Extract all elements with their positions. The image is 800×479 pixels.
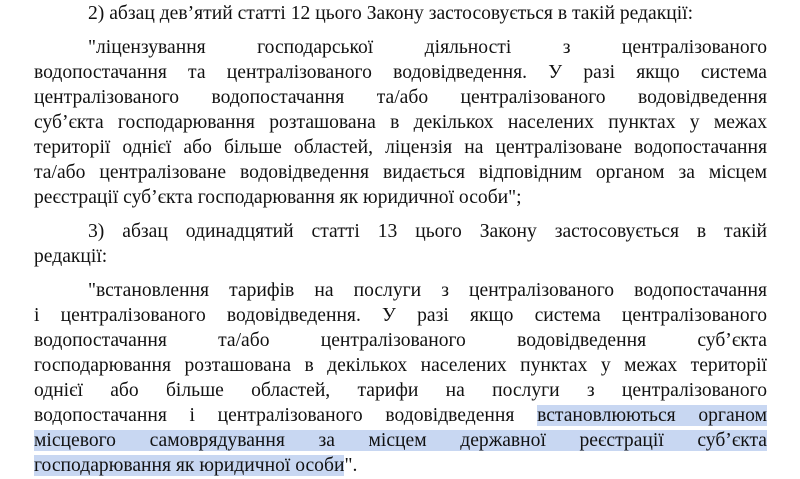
licensing-quote-line-2 xyxy=(34,60,767,86)
text-span: 2) абзац дев’ятий статті 12 цього Закону застосовується в такій редакції: xyxy=(88,3,694,24)
selected-text-highlight[interactable]: господарювання як юридичної особи xyxy=(34,455,345,476)
text-span: господарювання розташована в декількох населених пунктах у межах території xyxy=(34,355,767,376)
text-span: водопостачання і централізованого водовідведення xyxy=(34,405,538,426)
licensing-quote-line-3 xyxy=(34,85,767,111)
tariffs-quote-line-8 xyxy=(34,453,767,479)
tariffs-quote-line-1 xyxy=(88,278,767,304)
licensing-quote-line-1 xyxy=(88,35,767,61)
text-span: та/або централізоване водовідведення видається відповідним органом за місцем xyxy=(34,162,767,183)
text-span: "ліцензування господарської діяльності з централізованого xyxy=(88,37,767,58)
paragraph-item-3-line-1 xyxy=(88,219,767,245)
selected-text-highlight[interactable]: встановлюються органом xyxy=(537,405,767,426)
text-span: реєстрації суб’єкта господарювання як юридичної особи"; xyxy=(34,187,522,208)
tariffs-quote-line-2 xyxy=(34,303,767,329)
text-span: ". xyxy=(344,455,358,476)
selected-text-highlight[interactable]: місцевого самоврядування за місцем державної реєстрації суб’єкта xyxy=(34,430,767,451)
tariffs-quote-line-3 xyxy=(34,328,767,354)
text-span: водопостачання та/або централізованого водовідведення суб’єкта xyxy=(34,330,767,351)
tariffs-quote-line-5 xyxy=(34,378,767,404)
tariffs-quote-line-4 xyxy=(34,353,767,379)
text-span: однієї або більше областей, тарифи на послуги з централізованого xyxy=(34,380,767,401)
text-span: території однієї або більше областей, ліцензія на централізоване водопостачання xyxy=(34,137,767,158)
licensing-quote-line-6 xyxy=(34,160,767,186)
text-span: 3) абзац одинадцятий статті 13 цього Закону застосовується в такій xyxy=(88,221,767,242)
tariffs-quote-line-7 xyxy=(34,428,767,454)
licensing-quote-line-4 xyxy=(34,110,767,136)
paragraph-item-2-line-1 xyxy=(88,1,767,27)
text-span: "встановлення тарифів на послуги з централізованого водопостачання xyxy=(88,280,767,301)
paragraph-item-3-line-2 xyxy=(34,244,767,270)
text-span: водопостачання та централізованого водовідведення. У разі якщо система xyxy=(34,62,767,83)
licensing-quote-line-7 xyxy=(34,185,767,211)
tariffs-quote-line-6 xyxy=(34,403,767,429)
text-span: суб’єкта господарювання розташована в декількох населених пунктах у межах xyxy=(34,112,767,133)
text-span: і централізованого водовідведення. У разі якщо система централізованого xyxy=(34,305,767,326)
text-span: централізованого водопостачання та/або централізованого водовідведення xyxy=(34,87,767,108)
text-span: редакції: xyxy=(34,246,108,267)
licensing-quote-line-5 xyxy=(34,135,767,161)
